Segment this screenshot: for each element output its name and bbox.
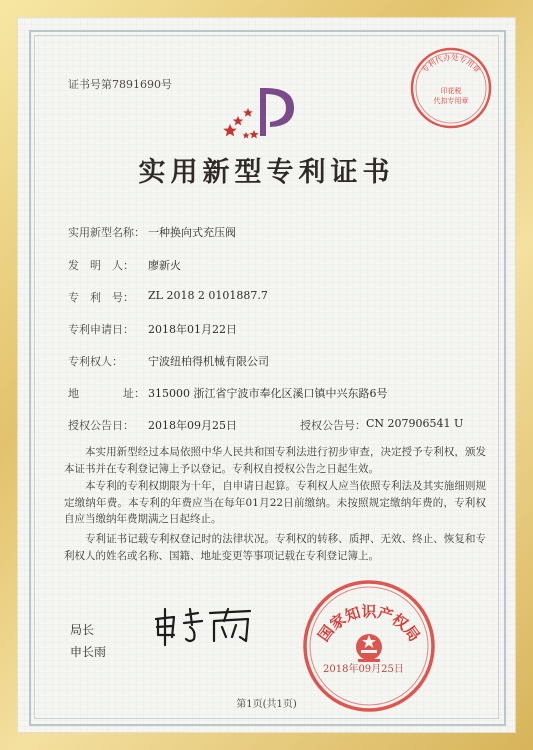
tax-stamp-outer-text: 专利代办处专用章 xyxy=(420,52,482,75)
inventor-label: 发 明 人： xyxy=(68,259,134,272)
certificate-number: 证书号第7891690号 xyxy=(68,78,172,91)
filing-date-label: 专利申请日： xyxy=(68,323,134,336)
grant-number-value: CN 207906541 U xyxy=(366,417,464,430)
address-label: 地 址： xyxy=(68,387,145,400)
patent-number-label: 专 利 号： xyxy=(68,291,134,304)
seal-text: 国家知识产权局 xyxy=(314,602,424,645)
filing-date-value: 2018年01月22日 xyxy=(148,323,237,336)
seal-date: 2018年09月25日 xyxy=(323,664,404,675)
tax-stamp-line-1: 印花税 xyxy=(440,87,462,95)
utility-model-name-value: 一种换向式充压阀 xyxy=(148,226,236,239)
grant-date-value: 2018年09月25日 xyxy=(148,419,237,432)
tax-stamp-icon xyxy=(408,45,494,131)
address-value: 315000 浙江省宁波市奉化区溪口镇中兴东路6号 xyxy=(148,387,388,400)
national-emblem-icon xyxy=(356,634,382,662)
patent-office-logo-icon xyxy=(222,80,302,142)
utility-model-name-label: 实用新型名称： xyxy=(68,226,145,239)
grant-number-label: 授权公告号： xyxy=(300,419,366,432)
grant-date-label: 授权公告日： xyxy=(68,419,134,432)
tax-stamp-line-2: 代扣专用章 xyxy=(433,97,469,105)
director-name: 申长雨 xyxy=(70,645,107,659)
body-paragraph-3: 专利证书记载专利权登记时的法律状况。专利权的转移、质押、无效、终止、恢复和专利权人的姓名或名称、国籍、地址变更等事项记载在专利登记簿上。 xyxy=(64,533,486,562)
patentee-label: 专利权人： xyxy=(68,355,123,368)
page-number: 第1页(共1页) xyxy=(236,699,297,710)
inventor-value: 廖新火 xyxy=(148,259,181,272)
body-paragraph-2: 本专利的专利权期限为十年，自申请日起算。专利权人应当依照专利法及其实施细则规定缴纳年费。本专利的年费应当在每年01月22日前缴纳。未按照规定缴纳年费的，专利权自应当缴纳年费期满之日起终止。 xyxy=(64,480,486,525)
body-paragraph-1: 本实用新型经过本局依照中华人民共和国专利法进行初步审查，决定授予专利权，颁发本证书并在专利登记簿上予以登记。专利权自授权公告之日起生效。 xyxy=(64,446,486,475)
director-title: 局长 xyxy=(70,623,95,637)
patentee-value: 宁波纽柏得机械有限公司 xyxy=(148,355,269,368)
certificate-title: 实用新型专利证书 xyxy=(138,157,395,188)
handwritten-signature xyxy=(150,605,260,647)
patent-number-value: ZL 2018 2 0101887.7 xyxy=(148,289,268,302)
